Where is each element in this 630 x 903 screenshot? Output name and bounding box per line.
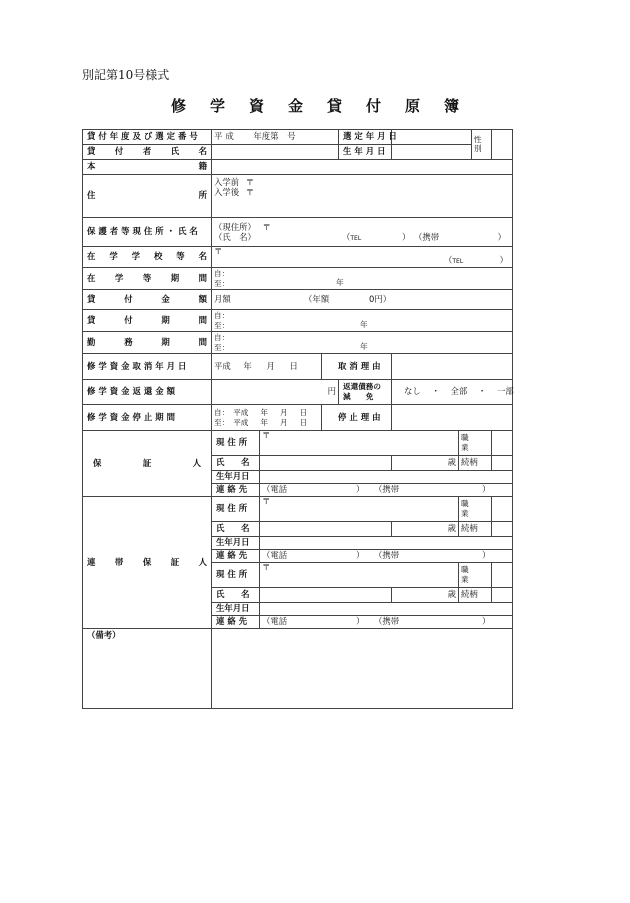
- borrower-name-label: 貸 付 者 氏 名: [83, 145, 212, 160]
- guardian-mobile-text: （携帯: [414, 232, 440, 242]
- table-row: [83, 431, 513, 456]
- school-label: 在 学 学 校 等 名: [83, 247, 212, 268]
- after-entry-text: 入学後: [214, 187, 240, 197]
- guarantor-job-field[interactable]: [492, 431, 513, 456]
- work-period-label: 勤 務 期 間: [83, 332, 212, 354]
- jg1-birth-label: 生年月日: [212, 537, 260, 550]
- table-row: [83, 160, 513, 175]
- table-row: [83, 310, 513, 332]
- cancel-date-label: 修学資金取消年月日: [83, 354, 212, 380]
- table-row: [83, 497, 513, 522]
- option-all[interactable]: 全部: [450, 386, 468, 397]
- jg2-relation-field[interactable]: [492, 588, 513, 603]
- cancel-reason-field[interactable]: [392, 354, 513, 380]
- jg2-birth-label: 生年月日: [212, 603, 260, 616]
- birth-date-field[interactable]: [392, 145, 472, 160]
- suspend-reason-field[interactable]: [392, 405, 513, 431]
- guarantor-address-field[interactable]: [260, 431, 459, 456]
- jg2-job-field[interactable]: [492, 563, 513, 588]
- table-row: [83, 175, 513, 218]
- table-row: [83, 629, 513, 709]
- repay-amount-label: 修学資金返還金額: [83, 380, 212, 405]
- jg1-relation-field[interactable]: [492, 522, 513, 537]
- jg2-name-label: 氏 名: [212, 588, 260, 603]
- postal-icon: 〒: [214, 246, 223, 256]
- table-row: [83, 218, 513, 247]
- cancel-date-field[interactable]: 平成 年 月 日: [212, 354, 322, 380]
- loan-amount-field[interactable]: [212, 290, 513, 310]
- postal-icon: 〒: [262, 496, 271, 506]
- jg2-age-label: 歳: [392, 588, 459, 603]
- guardian-field[interactable]: [212, 218, 513, 247]
- table-row: [83, 290, 513, 310]
- annual-open-text: （年額: [304, 293, 330, 304]
- cancel-reason-label: 取消理由: [322, 354, 392, 380]
- guarantor-name-label: 氏 名: [212, 456, 260, 471]
- guarantor-address-label: 現住所: [212, 431, 260, 456]
- jg1-address-field[interactable]: [260, 497, 459, 522]
- guardian-tel-text: （TEL: [342, 232, 362, 242]
- selection-date-label: 選定年月日: [339, 130, 392, 145]
- jg1-address-label: 現住所: [212, 497, 260, 522]
- loan-years-text: 年: [360, 320, 368, 330]
- study-period-label: 在 学 等 期 間: [83, 268, 212, 290]
- gender-field[interactable]: [492, 130, 513, 160]
- guardian-mobile-close: ）: [497, 232, 507, 242]
- guardian-label: 保護者等現住所・氏名: [83, 218, 212, 247]
- separator-text: ・: [477, 386, 487, 397]
- jg2-address-field[interactable]: [260, 563, 459, 588]
- guarantor-contact-label: 連絡先: [212, 484, 260, 497]
- school-tel-close: ）: [499, 255, 509, 266]
- jg2-contact-label: 連絡先: [212, 616, 260, 629]
- guarantor-relation-field[interactable]: [492, 456, 513, 471]
- table-row: [83, 268, 513, 290]
- jg2-contact-field[interactable]: （電話 ） （携帯 ）: [260, 616, 513, 629]
- address-field[interactable]: [212, 175, 513, 218]
- table-row: [83, 145, 513, 160]
- loan-year-label: 貸付年度及び選定番号: [83, 130, 212, 145]
- before-entry-text: 入学前: [214, 177, 240, 187]
- work-period-field[interactable]: 自： 至： 年: [212, 332, 513, 354]
- option-none[interactable]: なし: [404, 386, 421, 397]
- loan-year-field[interactable]: [212, 130, 339, 145]
- study-years-text: 年: [336, 278, 344, 288]
- jg1-age-label: 歳: [392, 522, 459, 537]
- form-number: 別記第10号様式: [82, 68, 170, 82]
- postal-icon: 〒: [262, 222, 271, 232]
- page-title: 修学資金貸付原簿: [170, 97, 483, 115]
- school-field[interactable]: [212, 247, 513, 268]
- work-years-text: 年: [360, 342, 368, 352]
- table-row: [83, 380, 513, 405]
- jg1-name-field[interactable]: [260, 522, 392, 537]
- repay-amount-field[interactable]: [212, 380, 339, 405]
- school-tel-text: （TEL: [444, 255, 464, 266]
- postal-icon: 〒: [245, 187, 255, 197]
- postal-icon: 〒: [262, 430, 271, 440]
- guardian-tel-close: ）: [402, 232, 411, 242]
- birth-date-label: 生年月日: [339, 145, 392, 160]
- guarantor-job-label: 職 業: [459, 431, 492, 456]
- jg1-relation-label: 続柄: [459, 522, 492, 537]
- suspend-reason-label: 停止理由: [322, 405, 392, 431]
- suspend-period-field[interactable]: 自： 平成 年 月 日 至： 平成 年 月 日: [212, 405, 322, 431]
- jg1-name-label: 氏 名: [212, 522, 260, 537]
- guarantor-age-label: 歳: [392, 456, 459, 471]
- jg1-job-label: 職 業: [459, 497, 492, 522]
- selection-date-field[interactable]: [392, 130, 472, 145]
- guarantor-label: 保 証 人: [83, 431, 212, 497]
- domicile-label: 本 籍: [83, 160, 212, 175]
- yen-unit-text: 円: [327, 386, 337, 397]
- postal-icon: 〒: [262, 562, 271, 572]
- loan-period-field[interactable]: 自： 至： 年: [212, 310, 513, 332]
- guarantor-name-field[interactable]: [260, 456, 392, 471]
- table-row: [83, 130, 513, 145]
- remarks-label: （備考）: [83, 629, 212, 709]
- domicile-field[interactable]: [212, 160, 513, 175]
- exempt-options[interactable]: [392, 380, 513, 405]
- guardian-name-text: （氏 名）: [214, 232, 256, 242]
- loan-period-label: 貸 付 期 間: [83, 310, 212, 332]
- address-label: 住 所: [83, 175, 212, 218]
- separator-text: ・: [431, 386, 440, 397]
- option-part[interactable]: 一部: [496, 386, 514, 397]
- jg1-contact-field[interactable]: （電話 ） （携帯 ）: [260, 550, 513, 563]
- annual-value-text: 0円）: [369, 293, 392, 304]
- guardian-addr-text: （現住所）: [214, 222, 256, 232]
- guarantor-birth-field[interactable]: [260, 471, 513, 484]
- jg1-birth-field[interactable]: [260, 537, 513, 550]
- era-text: 平成: [214, 131, 237, 142]
- table-row: [83, 247, 513, 268]
- guarantor-contact-field[interactable]: （電話 ） （携帯 ）: [260, 484, 513, 497]
- jg2-address-label: 現住所: [212, 563, 260, 588]
- guarantor-relation-label: 続柄: [459, 456, 492, 471]
- table-row: [83, 405, 513, 431]
- year-suffix-text: 年度第: [253, 131, 279, 142]
- exempt-label: 返還債務の 減 免: [339, 380, 392, 405]
- monthly-text: 月額: [214, 293, 231, 304]
- joint-guarantor-label: 連 帯 保 証 人: [83, 497, 212, 629]
- borrower-name-field[interactable]: [212, 145, 339, 160]
- jg2-job-label: 職 業: [459, 563, 492, 588]
- jg1-job-field[interactable]: [492, 497, 513, 522]
- jg2-name-field[interactable]: [260, 588, 392, 603]
- jg2-relation-label: 続柄: [459, 588, 492, 603]
- jg2-birth-field[interactable]: [260, 603, 513, 616]
- guarantor-birth-label: 生年月日: [212, 471, 260, 484]
- number-suffix-text: 号: [287, 131, 296, 142]
- gender-label: 性 別: [472, 130, 492, 160]
- study-period-field[interactable]: 自： 至： 年: [212, 268, 513, 290]
- postal-icon: 〒: [245, 177, 255, 187]
- table-row: [83, 354, 513, 380]
- suspend-period-label: 修学資金停止期間: [83, 405, 212, 431]
- remarks-field[interactable]: [212, 629, 513, 709]
- loan-amount-label: 貸 付 金 額: [83, 290, 212, 310]
- loan-ledger-table: [82, 129, 513, 709]
- table-row: [83, 332, 513, 354]
- jg1-contact-label: 連絡先: [212, 550, 260, 563]
